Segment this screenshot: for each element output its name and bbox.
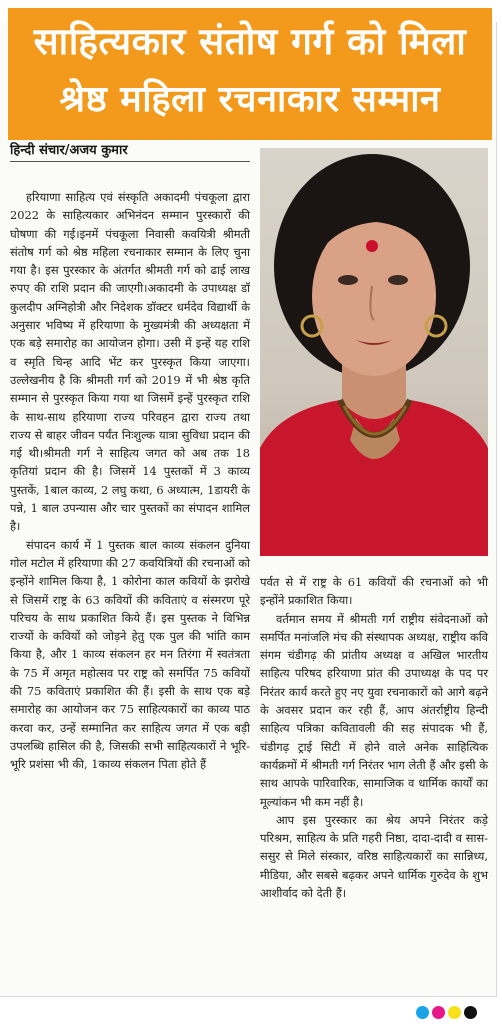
article-paragraph: आप इस पुरस्कार का श्रेय अपने निरंतर कड़े परिश्रम, साहित्य के प्रति गहरी निष्ठा, दादा-दादी व सास- ससुर से मिले संस्कार, वरिष्ठ साहित्यकारों का सान्निध्य, मीडिया, और सबसे बढ़कर अपने धार्मिक गुरुदेव के शुभ आशीर्वाद को देती हैं। [260, 812, 488, 901]
black-dot [464, 1006, 477, 1019]
author-photo [260, 148, 488, 556]
byline: हिन्दी संचार/अजय कुमार [10, 141, 250, 162]
article-left-column [10, 188, 250, 774]
headline-line-1: साहित्यकार संतोष गर्ग को मिला [33, 20, 467, 63]
print-color-marks [416, 1004, 480, 1018]
portrait-image [260, 148, 488, 556]
headline-banner [8, 8, 492, 140]
article-paragraph: वर्तमान समय में श्रीमती गर्ग राष्ट्रीय संवेदनाओं को समर्पित मनांजलि मंच की संस्थापक अध्यक्ष, राष्ट्रीय कवि संगम चंडीगढ़ की प्रांतीय अध्यक्ष व अखिल भारतीय साहित्य परिषद हरियाणा प्रांत की उपाध्यक्ष के पद पर निरंतर कार्य करते हुए नए युवा रचनाकारों को आगे बढ़ने के अवसर प्रदान कर रही हैं, आप अंतर्राष्ट्रीय हिन्दी साहित्य पत्रिका कवितावली की सह संपादक भी हैं, चंडीगढ़ ट्राई सिटी में होने वाले अनेक साहित्यिक कार्यक्रमों में श्रीमती गर्ग निरंतर भाग लेती हैं और इसी के साथ आपके पारिवारिक, सामाजिक व धार्मिक कार्यों का मूल्यांकन भी कम नहीं है। [260, 611, 488, 809]
article-paragraph: पर्वत से में राष्ट्र के 61 कवियों की रचनाओं को भी इन्होंने प्रकाशित किया। [260, 575, 488, 608]
article-right-column [260, 573, 488, 902]
article-paragraph: हरियाणा साहित्य एवं संस्कृति अकादमी पंचकूला द्वारा 2022 के साहित्यकार अभिनंदन सम्मान पुरस्कारों की घोषणा की गई।इनमें पंचकूला निवासी कवयित्री श्रीमती संतोष गर्ग को श्रेष्ठ महिला रचनाकार सम्मान के लिए चुना गया है। इस पुरस्कार के अंतर्गत श्रीमती गर्ग को ढाई लाख रुपए की राशि प्रदान की जाएगी।अकादमी के उपाध्यक्ष डॉ कुलदीप अग्निहोत्री और निदेशक डॉक्टर धर्मदेव विद्यार्थी के अनुसार भविष्य में हरियाणा के मुख्यमंत्री की अध्यक्षता में एक बड़े समारोह का आयोजन होगा। उसी में इन्हें यह राशि व स्मृति चिन्ह आदि भेंट कर पुरस्कृत किया जाएगा। उल्लेखनीय है कि श्रीमती गर्ग को 2019 में भी श्रेष्ठ कृति सम्मान से पुरस्कृत किया गया था जिसमें इन्हें पुरस्कृत राशि के साथ-साथ हरियाणा राज्य परिवहन द्वारा राज्य तथा राज्य से बाहर जीवन पर्यंत निःशुल्क यात्रा सुविधा प्रदान की गई थी।श्रीमती गर्ग ने साहित्य जगत को अब तक 18 कृतियां प्रदान की है। जिसमें 14 पुस्तकों में 3 काव्य पुस्तकें, 1बाल काव्य, 2 लघु कथा, 6 अध्यात्म, 1डायरी के पन्ने, 1 बाल उपन्यास और चार पुस्तकों का संपादन शामिल है। [10, 190, 250, 534]
article-paragraph: संपादन कार्य में 1 पुस्तक बाल काव्य संकलन दुनिया गोल मटोल में हरियाणा की 27 कवयित्रियों की रचनाओं को इन्होंने शामिल किया है, 1 कोरोना काल कवियों के झरोखे से जिसमें राष्ट्र के 63 कवियों की कविताएं व संस्मरण पूरे परिचय के साथ प्रकाशित किये हैं। इस पुस्तक ने विभिन्न राज्यों के कवियों को जोड़ने हेतु एक पुल की भांति काम किया है, और 1 काव्य संकलन हर मन तिरंगा में स्वतंत्रता के 75 में अमृत महोत्सव पर राष्ट्र को समर्पित 75 कवियों की 75 कविताएं प्रकाशित की हैं। इसी के साथ एक बड़े समारोह का आयोजन कर 75 साहित्यकारों का काव्य पाठ करवा कर, उन्हें सम्मानित कर साहित्य जगत में एक बड़ी उपलब्धि हासिल की है, जिसकी सभी साहित्यकारों ने भूरि- भूरि प्रशंसा भी की, 1काव्य संकलन पिता होते हैं [10, 537, 250, 772]
cyan-dot [416, 1006, 429, 1019]
yellow-dot [448, 1006, 461, 1019]
magenta-dot [432, 1006, 445, 1019]
headline-line-2: श्रेष्ठ महिला रचनाकार सम्मान [59, 79, 441, 120]
